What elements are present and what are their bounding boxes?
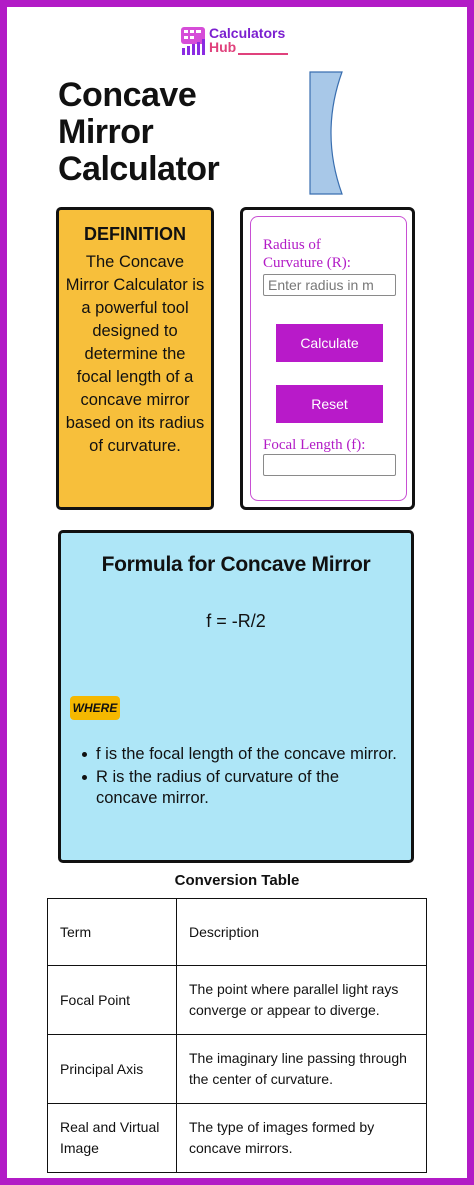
formula-equation: f = -R/2 [206, 611, 266, 631]
calculate-button[interactable]: Calculate [276, 324, 383, 362]
header-description: Description [177, 899, 427, 966]
term-cell: Focal Point [48, 966, 177, 1035]
description-cell: The imaginary line passing through the center of curvature. [177, 1035, 427, 1104]
title-line3: Calculator [58, 150, 220, 188]
list-item: R is the radius of curvature of the concave mirror. [81, 767, 401, 809]
where-badge: WHERE [70, 696, 120, 720]
calculator-card [240, 207, 415, 510]
table-row [48, 966, 427, 1035]
logo-line1: Calculators [209, 25, 286, 41]
reset-button[interactable]: Reset [276, 385, 383, 423]
header-term: Term [48, 899, 177, 966]
calculators-hub-logo[interactable] [180, 24, 292, 58]
title-line1: Concave [58, 76, 197, 114]
table-row [48, 1035, 427, 1104]
title-line2: Mirror [58, 113, 154, 151]
list-item: f is the focal length of the concave mirror. [81, 744, 401, 765]
formula-variable-list [81, 744, 401, 811]
table-header-row [48, 899, 427, 966]
radius-label: Radius of Curvature (R): [263, 237, 351, 271]
term-cell: Principal Axis [48, 1035, 177, 1104]
term-cell: Real and Virtual Image [48, 1104, 177, 1173]
conversion-table [47, 898, 427, 1173]
focal-length-output[interactable] [263, 454, 396, 476]
logo-line2: Hub [209, 39, 237, 55]
radius-input[interactable]: Enter radius in m [263, 274, 396, 296]
description-cell: The point where parallel light rays converge or appear to diverge. [177, 966, 427, 1035]
calculator-logo-icon [180, 26, 206, 56]
definition-text: The Concave Mirror Calculator is a powerful tool designed to determine the focal length of a concave mirror based on its radius of curvature. [65, 253, 205, 455]
calculator-form [250, 216, 407, 501]
conversion-table-title: Conversion Table [174, 872, 300, 889]
concave-mirror-icon [308, 70, 348, 196]
definition-heading: DEFINITION [84, 224, 186, 244]
formula-card [58, 530, 414, 863]
definition-card [56, 207, 214, 510]
focal-length-label: Focal Length (f): [263, 437, 366, 453]
logo-underline [238, 52, 288, 56]
description-cell: The type of images formed by concave mirrors. [177, 1104, 427, 1173]
page-title [58, 77, 219, 188]
table-row [48, 1104, 427, 1173]
formula-title: Formula for Concave Mirror [101, 553, 371, 576]
logo-wordmark [209, 26, 285, 54]
